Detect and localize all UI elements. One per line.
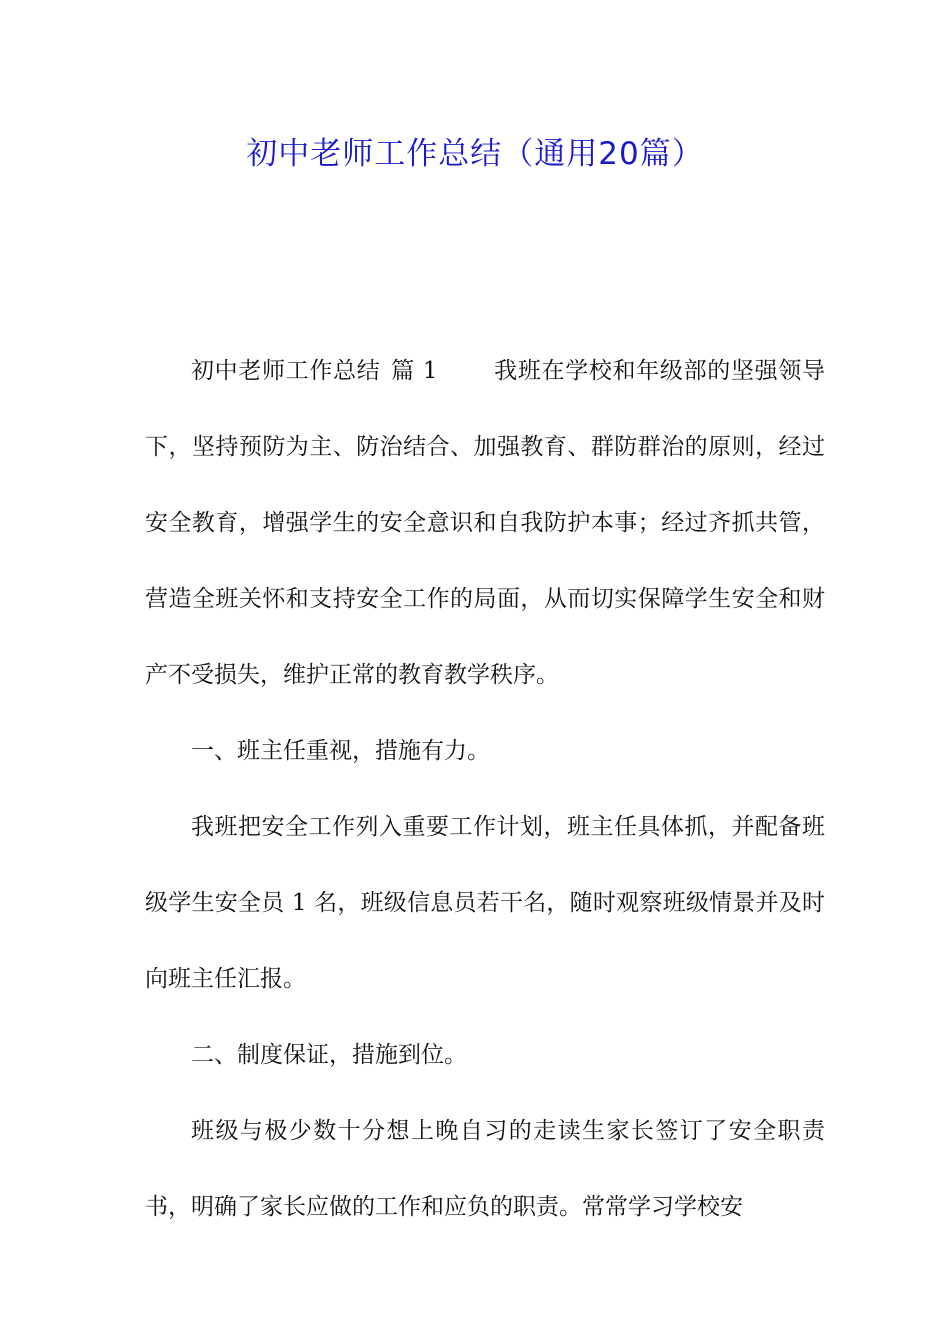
paragraph-1-text: 我班在学校和年级部的坚强领导下，坚持预防为主、防治结合、加强教育、群防群治的原则，经过安全教育，增强学生的安全意识和自我防护本事；经过齐抓共管，营造全班关怀和支持安全工作的局面，从而切实保障学生安全和财产不受损失，维护正常的教育教学秩序。 bbox=[145, 358, 826, 688]
paragraph-3: 班级与极少数十分想上晚自习的走读生家长签订了安全职责书，明确了家长应做的工作和应负的职责。常常学习学校安 bbox=[145, 1118, 825, 1220]
paragraph-2: 我班把安全工作列入重要工作计划，班主任具体抓，并配备班级学生安全员 1 名，班级信息员若干名，随时观察班级情景并及时向班主任汇报。 bbox=[145, 814, 825, 992]
heading-2: 二、制度保证，措施到位。 bbox=[191, 1042, 467, 1068]
section-heading: 初中老师工作总结 bbox=[191, 358, 381, 384]
section-number: 篇 1 bbox=[390, 358, 438, 384]
document-title: 初中老师工作总结（通用20篇） bbox=[246, 136, 704, 172]
document-body bbox=[145, 333, 825, 1245]
heading-1: 一、班主任重视，措施有力。 bbox=[191, 738, 490, 764]
paragraph-1 bbox=[145, 333, 825, 713]
